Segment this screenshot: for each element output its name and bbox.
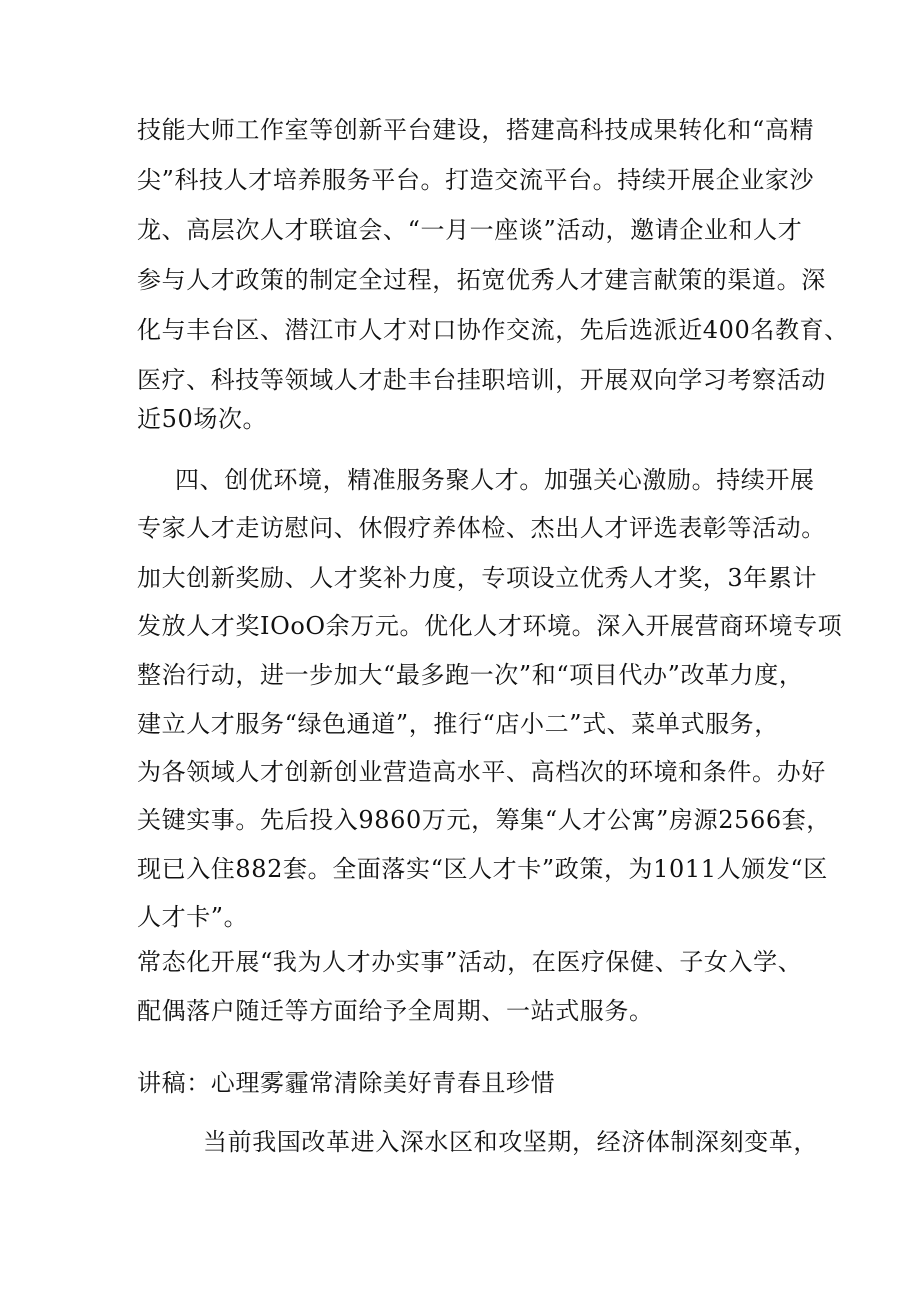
paragraph-1-line-3: 龙、高层次人才联谊会、“一月一座谈”活动，邀请企业和人才 bbox=[137, 216, 803, 244]
paragraph-2-line-8: 关键实事。先后投入9860万元，筹集“人才公寓”房源2566套， bbox=[137, 806, 831, 834]
speech-title: 讲稿：心理雾霾常清除美好青春且珍惜 bbox=[137, 1069, 556, 1097]
paragraph-2-line-2: 专家人才走访慰问、休假疗养体检、杰出人才评选表彰等活动。 bbox=[137, 514, 826, 542]
paragraph-1-line-5: 化与丰台区、潜江市人才对口协作交流，先后选派近400名教育、 bbox=[137, 316, 849, 344]
paragraph-2-line-1: 四、创优环境，精准服务聚人才。加强关心激励。持续开展 bbox=[175, 466, 815, 494]
paragraph-2-line-10: 人才卡”。 bbox=[137, 903, 249, 931]
paragraph-2-line-7: 为各领域人才创新创业营造高水平、高档次的环境和条件。办好 bbox=[137, 758, 826, 786]
paragraph-1-line-2: 尖”科技人才培养服务平台。打造交流平台。持续开展企业家沙 bbox=[137, 166, 815, 194]
paragraph-2-line-6: 建立人才服务“绿色通道”，推行“店小二”式、菜单式服务， bbox=[137, 710, 779, 738]
paragraph-1-line-1: 技能大师工作室等创新平台建设，搭建高科技成果转化和“高精 bbox=[137, 116, 815, 144]
paragraph-2-line-4: 发放人才奖IOoO余万元。优化人才环境。深入开展营商环境专项 bbox=[137, 612, 843, 640]
paragraph-1-line-4: 参与人才政策的制定全过程，拓宽优秀人才建言献策的渠道。深 bbox=[137, 266, 826, 294]
paragraph-2-line-9: 现已入住882套。全面落实“区人才卡”政策，为1011人颁发“区 bbox=[137, 855, 828, 883]
paragraph-1-line-7: 近50场次。 bbox=[137, 405, 268, 433]
paragraph-3-line-2: 配偶落户随迁等方面给予全周期、一站式服务。 bbox=[137, 997, 654, 1025]
paragraph-4-line-1: 当前我国改革进入深水区和攻坚期，经济体制深刻变革， bbox=[203, 1128, 818, 1156]
paragraph-1-line-6: 医疗、科技等领域人才赴丰台挂职培训，开展双向学习考察活动 bbox=[137, 366, 826, 394]
paragraph-2-line-5: 整治行动，进一步加大“最多跑一次”和“项目代办”改革力度， bbox=[137, 661, 804, 689]
paragraph-2-line-3: 加大创新奖励、人才奖补力度，专项设立优秀人才奖，3年累计 bbox=[137, 564, 818, 592]
paragraph-3-line-1: 常态化开展“我为人才办实事”活动，在医疗保健、子女入学、 bbox=[137, 948, 803, 976]
